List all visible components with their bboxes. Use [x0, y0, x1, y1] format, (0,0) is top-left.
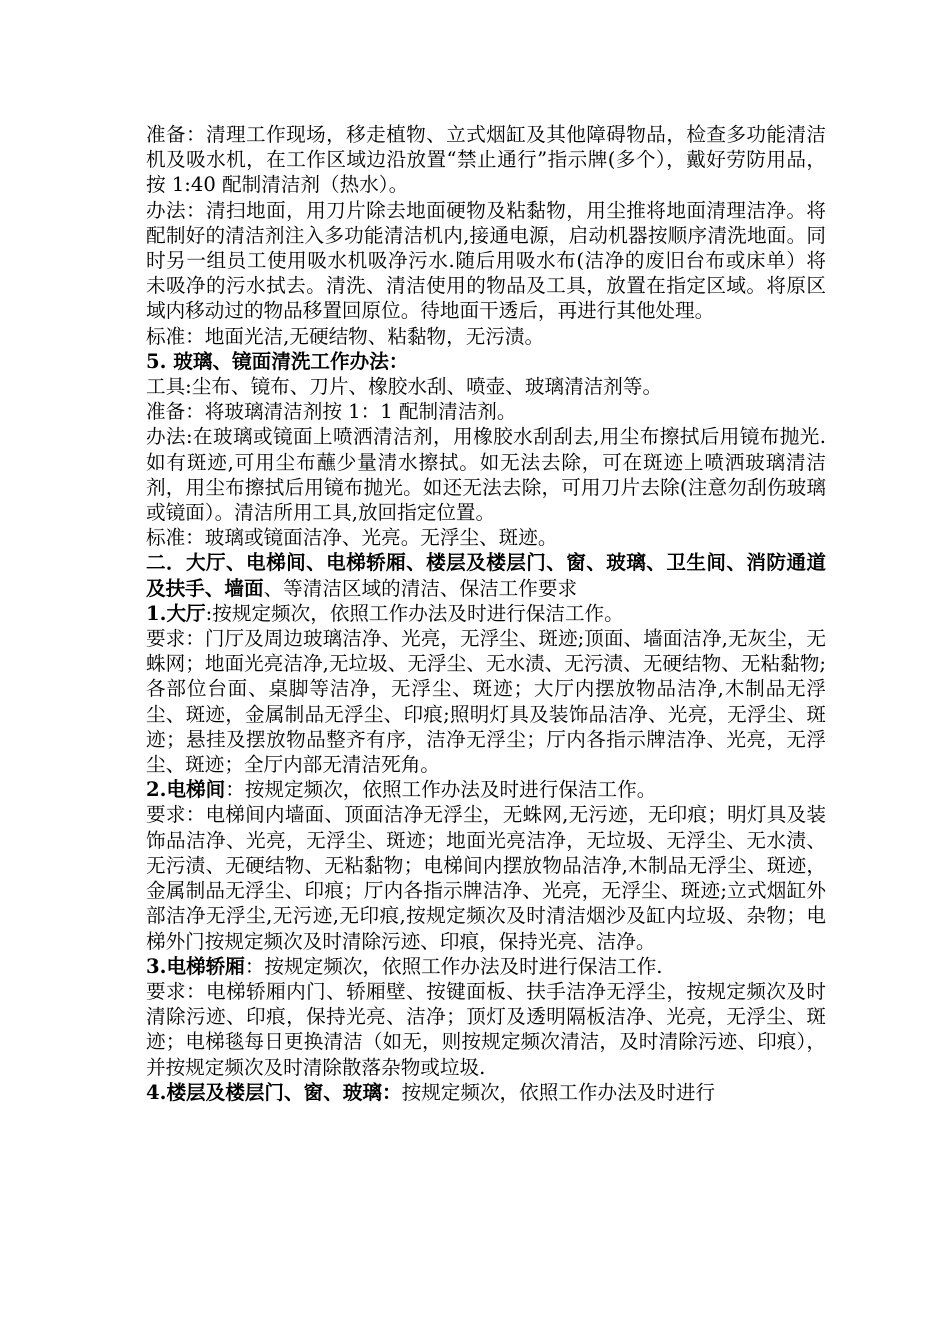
paragraph-text: 要求：门厅及周边玻璃洁净、光亮，无浮尘、斑迹;顶面、墙面洁净,无灰尘，无蛛网；地面光亮洁净,无垃圾、无浮尘、无水渍、无污渍、无硬结物、无粘黏物;各部位台面、桌脚等洁净，无浮尘、斑迹；大厅内摆放物品洁净,木制品无浮尘、斑迹，金属制品无浮尘、印痕;照明灯具及装饰品洁净、光亮，无浮尘、斑迹；悬挂及摆放物品整齐有序，洁净无浮尘；厅内各指示牌洁净、光亮，无浮尘、斑迹；全厅内部无清洁死角。 — [146, 627, 826, 777]
item-title: 1.大厅 — [146, 601, 206, 625]
paragraph-text: 准备：清理工作现场，移走植物、立式烟缸及其他障碍物品，检查多功能清洁机及吸水机，在工作区域边沿放置“禁止通行”指示牌(多个），戴好劳防用品，按 1:40 配制清洁剂（热水）。 — [146, 123, 826, 197]
paragraph-standard — [146, 324, 826, 349]
item-floors — [146, 1080, 826, 1105]
item-elevator-hall — [146, 777, 826, 802]
paragraph-glass-standard — [146, 525, 826, 550]
paragraph-elevator-hall-requirements — [146, 802, 826, 953]
item-title: 3.电梯轿厢 — [146, 954, 245, 978]
section-heading-glass — [146, 349, 826, 374]
paragraph-prepare — [146, 122, 826, 198]
paragraph-method — [146, 198, 826, 324]
item-text: ：按规定频次，依照工作办法及时进行保洁工作. — [244, 954, 663, 978]
document-body — [146, 122, 826, 1105]
paragraph-text: 要求：电梯轿厢内门、轿厢壁、按键面板、扶手洁净无浮尘，按规定频次及时清除污迹、印痕，保持光亮、洁净；顶灯及透明隔板洁净、光亮，无浮尘、斑迹；电梯毯每日更换清洁（如无，则按规定频次清洁，及时清除污迹、印痕），并按规定频次及时清除散落杂物或垃圾. — [146, 979, 826, 1079]
paragraph-glass-prepare — [146, 399, 826, 424]
item-title: 2.电梯间 — [146, 778, 226, 802]
heading-text: 5. 玻璃、镜面清洗工作办法： — [146, 349, 409, 373]
item-title: 4.楼层及楼层门、窗、玻璃： — [146, 1080, 402, 1104]
heading-text: 二．大厅、电梯间、电梯轿厢、楼层及楼层门、窗、玻璃、卫生间、消防通道及扶手、墙面 — [146, 551, 826, 600]
paragraph-glass-method — [146, 424, 826, 525]
paragraph-lobby-requirements — [146, 626, 826, 777]
item-text: ：按规定频次，依照工作办法及时进行保洁工作。 — [225, 778, 657, 802]
item-text: :按规定频次，依照工作办法及时进行保洁工作。 — [205, 601, 624, 625]
paragraph-text: 准备：将玻璃清洁剂按 1：1 配制清洁剂。 — [146, 400, 517, 424]
paragraph-text: 要求：电梯间内墙面、顶面洁净无浮尘，无蛛网,无污迹，无印痕；明灯具及装饰品洁净、光亮，无浮尘、斑迹；地面光亮洁净，无垃圾、无浮尘、无水渍、无污渍、无硬结物、无粘黏物；电梯间内摆放物品洁净,木制品无浮尘、斑迹，金属制品无浮尘、印痕；厅内各指示牌洁净、光亮，无浮尘、斑迹;立式烟缸外部洁净无浮尘,无污迹,无印痕,按规定频次及时清洁烟沙及缸内垃圾、杂物；电梯外门按规定频次及时清除污迹、印痕，保持光亮、洁净。 — [146, 803, 826, 953]
paragraph-text: 标准：玻璃或镜面洁净、光亮。无浮尘、斑迹。 — [146, 526, 558, 550]
paragraph-text: 标准：地面光洁,无硬结物、粘黏物，无污渍。 — [146, 324, 545, 348]
paragraph-elevator-car-requirements — [146, 979, 826, 1080]
item-elevator-car — [146, 954, 826, 979]
chapter-heading-2 — [146, 550, 826, 600]
item-lobby — [146, 601, 826, 626]
paragraph-tools — [146, 374, 826, 399]
item-text: 按规定频次，依照工作办法及时进行 — [401, 1080, 716, 1104]
heading-tail: 、等清洁区域的清洁、保洁工作要求 — [263, 576, 578, 600]
paragraph-text: 办法:在玻璃或镜面上喷洒清洁剂，用橡胶水刮刮去,用尘布擦拭后用镜布抛光.如有斑迹,可用尘布蘸少量清水擦拭。如无法去除，可在斑迹上喷洒玻璃清洁剂，用尘布擦拭后用镜布抛光。如还无法去除，可用刀片去除(注意勿刮伤玻璃或镜面）。清洁所用工具,放回指定位置。 — [146, 425, 826, 525]
paragraph-text: 工具:尘布、镜布、刀片、橡胶水刮、喷壶、玻璃清洁剂等。 — [146, 375, 663, 399]
paragraph-text: 办法：清扫地面，用刀片除去地面硬物及粘黏物，用尘推将地面清理洁净。将配制好的清洁剂注入多功能清洁机内,接通电源，启动机器按顺序清洗地面。同时另一组员工使用吸水机吸净污水.随后用吸水布(洁净的废旧台布或床单）将未吸净的污水拭去。清洗、清洁使用的物品及工具，放置在指定区域。将原区域内移动过的物品移置回原位。待地面干透后，再进行其他处理。 — [146, 198, 826, 323]
